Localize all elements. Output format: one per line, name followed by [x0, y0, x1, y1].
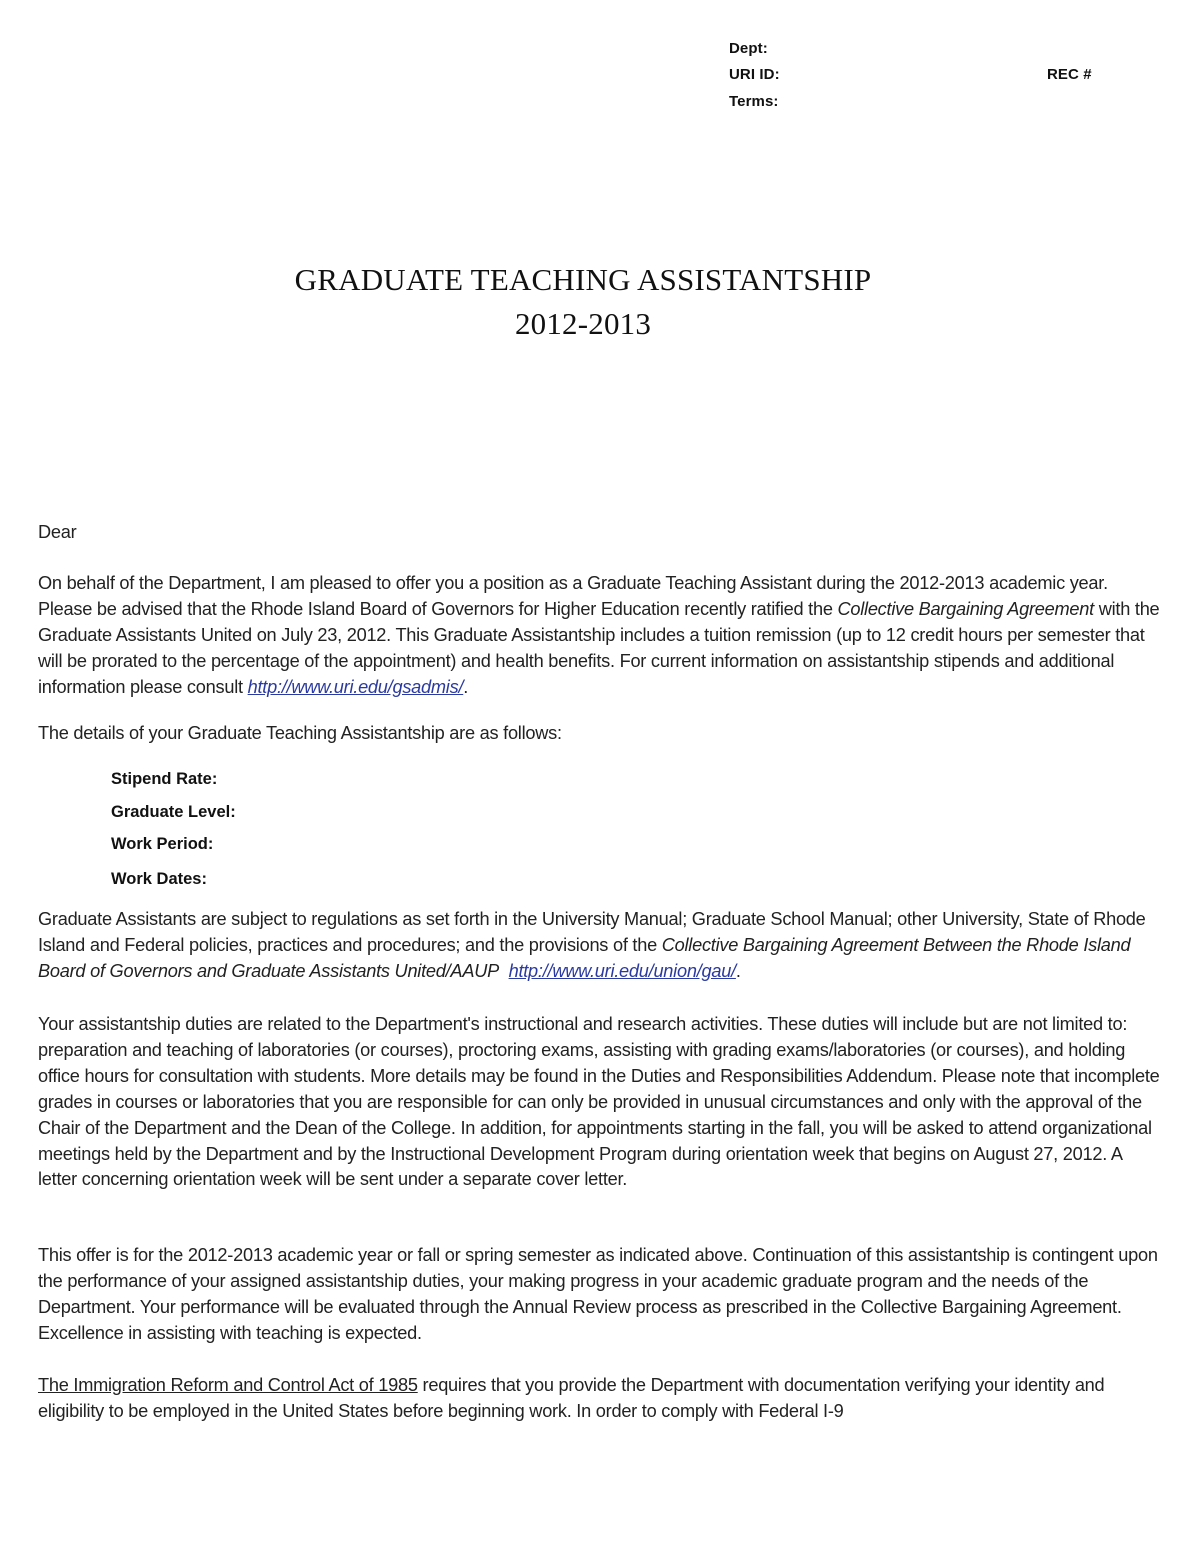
gau-union-link[interactable]: http://www.uri.edu/union/gau/: [508, 960, 736, 981]
document-title: [0, 258, 1200, 346]
uri-id-label: URI ID:: [729, 66, 780, 83]
immigration-paragraph: [38, 1373, 1162, 1425]
title-line-1: GRADUATE TEACHING ASSISTANTSHIP: [294, 262, 872, 297]
regulations-text-2: .: [735, 960, 741, 981]
rec-number-label: REC #: [1047, 66, 1092, 83]
dept-label: Dept:: [729, 40, 768, 57]
regulations-text-1: Graduate Assistants are subject to regulations as set forth in the University Manual; Graduate School Manual; other University, State of Rhode Island and Federal policies, practices and procedures; and the provisions of the: [38, 909, 1146, 955]
offer-text-2: with the Graduate Assistants United on July 23, 2012. This Graduate Assistantship includes a tuition remission (up to 12 credit hours per semester that will be prorated to the percentage of the appointment) and health benefits. For current information on assistantship stipends and additional information please consult: [38, 598, 1160, 697]
regulations-italic-cba: Collective Bargaining Agreement Between the Rhode Island Board of Governors and Graduate Assistants United/AAUP: [38, 934, 1131, 981]
immigration-text: requires that you provide the Department with documentation verifying your identity and eligibility to be employed in the United States before beginning work. In order to comply with Federal I-9: [38, 1375, 1105, 1421]
details-intro: The details of your Graduate Teaching Assistantship are as follows:: [38, 723, 562, 743]
immigration-act-title: The Immigration Reform and Control Act of 1985: [38, 1375, 418, 1395]
work-period-label: Work Period:: [111, 835, 214, 853]
gsadmis-link[interactable]: http://www.uri.edu/gsadmis/: [247, 676, 464, 697]
offer-term-paragraph: This offer is for the 2012-2013 academic year or fall or spring semester as indicated above. Continuation of this assistantship is contingent upon the performance of your assigned assistantship duties, your making progress in your academic graduate program and the needs of the Department. Your performance will be evaluated through the Annual Review process as prescribed in the Collective Bargaining Agreement. Excellence in assisting with teaching is expected.: [38, 1245, 1158, 1343]
work-dates-label: Work Dates:: [111, 870, 207, 888]
salutation: Dear: [38, 522, 77, 542]
stipend-rate-label: Stipend Rate:: [111, 770, 218, 788]
offer-text-3: .: [463, 676, 469, 697]
duties-paragraph: Your assistantship duties are related to the Department's instructional and research activities. These duties will include but are not limited to: preparation and teaching of laboratories (or courses), proctoring exams, assisting with grading exams/laboratories (or courses), and holding office hours for consultation with students. More details may be found in the Duties and Responsibilities Addendum. Please note that incomplete grades in courses or laboratories that you are responsible for can only be provided in unusual circumstances and only with the approval of the Chair of the Department and the Dean of the College. In addition, for appointments starting in the fall, you will be asked to attend organizational meetings held by the Department and by the Instructional Development Program during orientation week that begins on August 27, 2012. A letter concerning orientation week will be sent under a separate cover letter.: [38, 1014, 1160, 1190]
offer-italic-cba: Collective Bargaining Agreement: [837, 598, 1094, 619]
title-line-2: 2012-2013: [514, 306, 652, 341]
offer-text-1: On behalf of the Department, I am pleased to offer you a position as a Graduate Teaching Assistant during the 2012-2013 academic year. Please be advised that the Rhode Island Board of Governors for Higher Education recently ratified the: [38, 573, 1108, 619]
regulations-spacer: [499, 961, 509, 981]
regulations-paragraph: [38, 907, 1162, 985]
terms-label: Terms:: [729, 93, 779, 110]
offer-paragraph: [38, 571, 1162, 701]
graduate-level-label: Graduate Level:: [111, 803, 236, 821]
